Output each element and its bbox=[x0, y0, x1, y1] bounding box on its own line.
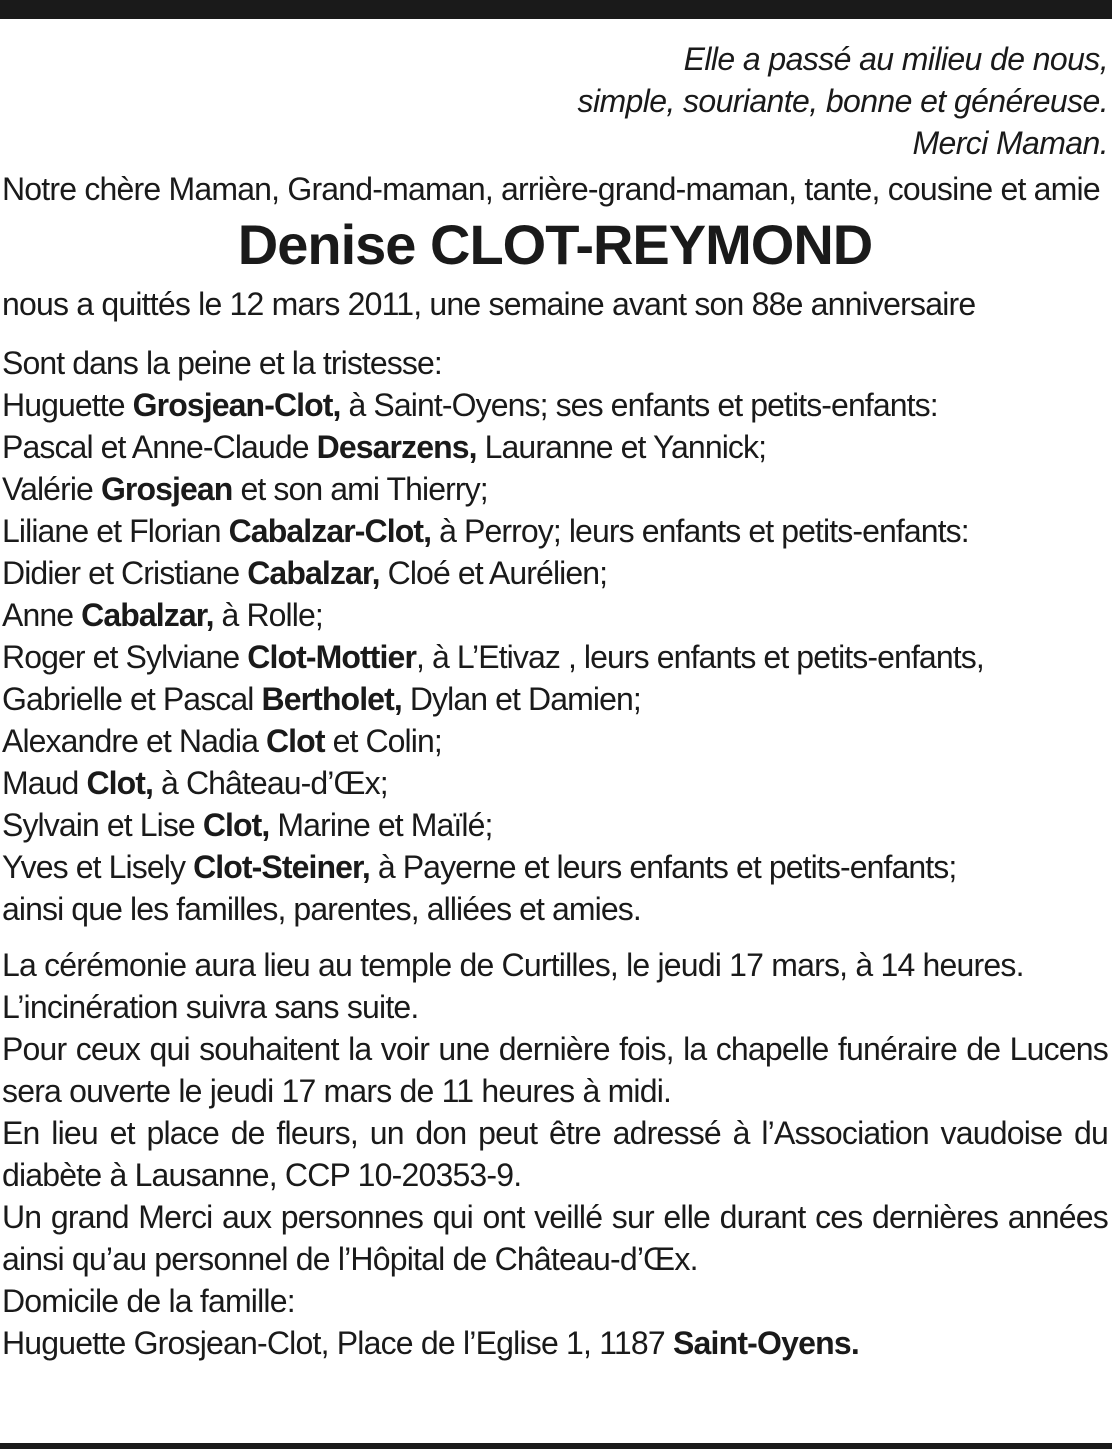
family-list bbox=[2, 342, 1108, 930]
thanks-paragraph: Un grand Merci aux personnes qui ont veillé sur elle durant ces dernières années ainsi qu’au personnel de l’Hôpital de Château-d’Œx. bbox=[2, 1199, 1108, 1277]
member-surname: Desarzens, bbox=[316, 429, 477, 465]
member-first-names: Liliane et Florian bbox=[2, 513, 229, 549]
member-first-names: Didier et Cristiane bbox=[2, 555, 248, 591]
death-notice bbox=[2, 38, 1108, 1364]
ceremony-info bbox=[2, 944, 1108, 1364]
family-member bbox=[2, 762, 1108, 804]
domicile-address: Huguette Grosjean-Clot, Place de l’Eglise 1, 1187 bbox=[2, 1325, 673, 1361]
chapel-paragraph: Pour ceux qui souhaitent la voir une dernière fois, la chapelle funéraire de Lucens sera ouverte le jeudi 17 mars de 11 heures à midi. bbox=[2, 1031, 1108, 1109]
member-surname: Grosjean-Clot, bbox=[132, 387, 341, 423]
member-surname: Clot, bbox=[202, 807, 270, 843]
epigraph-line: Elle a passé au milieu de nous, bbox=[683, 41, 1108, 77]
member-first-names: Maud bbox=[2, 765, 87, 801]
donation-paragraph: En lieu et place de fleurs, un don peut être adressé à l’Association vaudoise du diabète à Lausanne, CCP 10-20353-9. bbox=[2, 1115, 1108, 1193]
member-details: Lauranne et Yannick; bbox=[476, 429, 767, 465]
member-details: , à L’Etivaz , leurs enfants et petits-enfants, bbox=[416, 639, 984, 675]
family-member bbox=[2, 678, 1108, 720]
deceased-name: Denise CLOT-REYMOND bbox=[237, 213, 873, 276]
member-surname: Grosjean bbox=[100, 471, 233, 507]
family-member bbox=[2, 384, 1108, 426]
member-details: et son ami Thierry; bbox=[232, 471, 488, 507]
member-surname: Cabalzar, bbox=[81, 597, 214, 633]
ceremony-line: La cérémonie aura lieu au temple de Curtilles, le jeudi 17 mars, à 14 heures. bbox=[2, 947, 1024, 983]
member-first-names: Valérie bbox=[2, 471, 101, 507]
member-surname: Clot-Mottier bbox=[247, 639, 416, 675]
member-surname: Bertholet, bbox=[261, 681, 402, 717]
member-details: Marine et Maïlé; bbox=[269, 807, 493, 843]
epigraph bbox=[2, 38, 1108, 164]
member-first-names: Pascal et Anne-Claude bbox=[2, 429, 317, 465]
intro-text: Notre chère Maman, Grand-maman, arrière-grand-maman, tante, cousine et amie bbox=[2, 171, 1100, 207]
domicile-label: Domicile de la famille: bbox=[2, 1283, 295, 1319]
member-first-names: Gabrielle et Pascal bbox=[2, 681, 262, 717]
family-member bbox=[2, 426, 1108, 468]
member-first-names: Huguette bbox=[2, 387, 133, 423]
member-details: à Saint-Oyens; ses enfants et petits-enfants: bbox=[340, 387, 938, 423]
family-member bbox=[2, 468, 1108, 510]
member-surname: Clot, bbox=[86, 765, 154, 801]
family-member bbox=[2, 510, 1108, 552]
member-surname: Cabalzar, bbox=[247, 555, 380, 591]
top-rule bbox=[0, 0, 1112, 19]
member-first-names: Sylvain et Lise bbox=[2, 807, 203, 843]
family-member bbox=[2, 720, 1108, 762]
family-closing: ainsi que les familles, parentes, alliées et amies. bbox=[2, 891, 641, 927]
member-first-names: Yves et Lisely bbox=[2, 849, 194, 885]
family-heading: Sont dans la peine et la tristesse: bbox=[2, 345, 442, 381]
domicile-locality: Saint-Oyens. bbox=[672, 1325, 859, 1361]
member-first-names: Alexandre et Nadia bbox=[2, 723, 266, 759]
member-details: à Payerne et leurs enfants et petits-enfants; bbox=[369, 849, 957, 885]
member-details: à Château-d’Œx; bbox=[153, 765, 388, 801]
member-details: Cloé et Aurélien; bbox=[379, 555, 608, 591]
epigraph-line: Merci Maman. bbox=[912, 125, 1108, 161]
incineration-line: L’incinération suivra sans suite. bbox=[2, 989, 419, 1025]
member-details: à Rolle; bbox=[213, 597, 323, 633]
family-member bbox=[2, 594, 1108, 636]
family-member bbox=[2, 846, 1108, 888]
member-first-names: Roger et Sylviane bbox=[2, 639, 248, 675]
member-first-names: Anne bbox=[2, 597, 82, 633]
member-surname: Clot-Steiner, bbox=[193, 849, 370, 885]
family-member bbox=[2, 636, 1108, 678]
bottom-rule bbox=[0, 1443, 1112, 1449]
domicile-line bbox=[2, 1322, 1108, 1364]
member-surname: Cabalzar-Clot, bbox=[228, 513, 432, 549]
member-details: à Perroy; leurs enfants et petits-enfants: bbox=[431, 513, 969, 549]
epigraph-line: simple, souriante, bonne et généreuse. bbox=[577, 83, 1108, 119]
member-details: Dylan et Damien; bbox=[401, 681, 641, 717]
member-surname: Clot bbox=[265, 723, 325, 759]
family-member bbox=[2, 552, 1108, 594]
passed-line: nous a quittés le 12 mars 2011, une semaine avant son 88e anniversaire bbox=[2, 286, 976, 322]
member-details: et Colin; bbox=[324, 723, 442, 759]
family-member bbox=[2, 804, 1108, 846]
